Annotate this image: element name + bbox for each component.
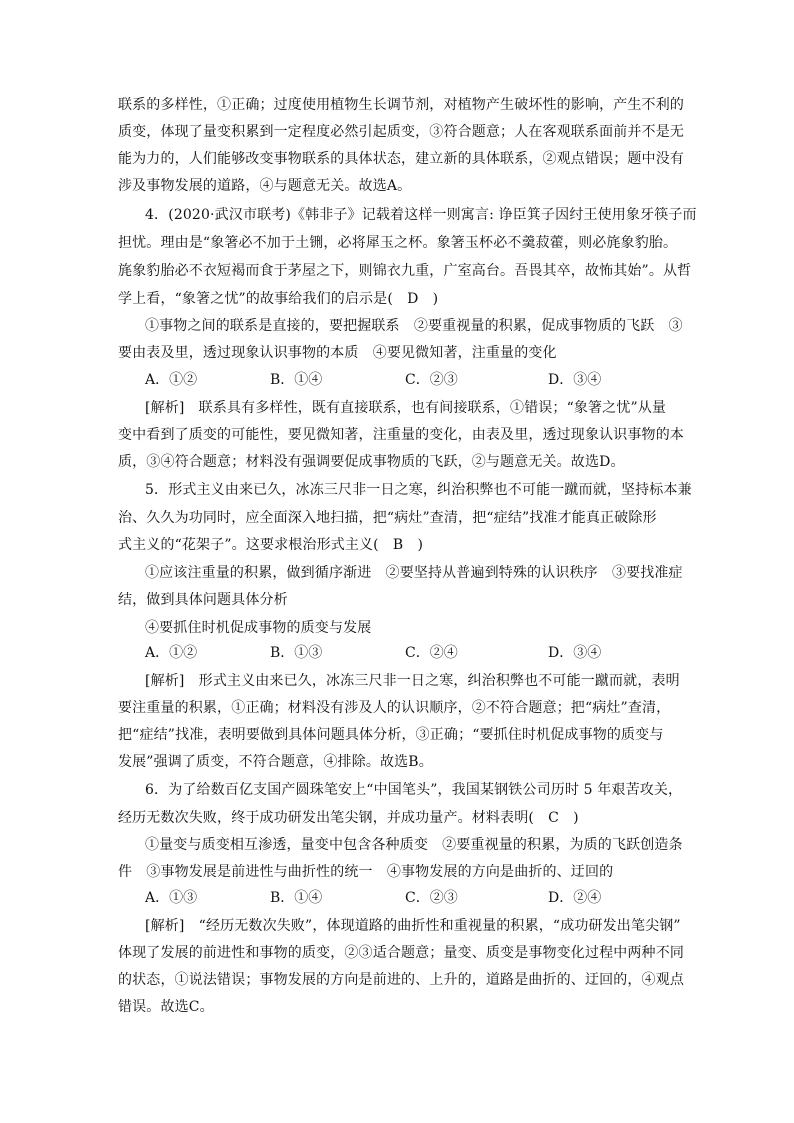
q4-option-d: D．③④ bbox=[548, 372, 602, 388]
q6-analysis-line: [解析] “经历无数次失败”，体现道路的曲折性和重视量的积累，“成功研发出笔尖钢” bbox=[145, 918, 681, 934]
q6-statement-line: 件 ③事物发展是前进性与曲折性的统一 ④事物发展的方向是曲折的、迂回的 bbox=[118, 864, 614, 880]
q6-option-d: D．②④ bbox=[548, 890, 602, 906]
q4-option-b: B．①④ bbox=[270, 372, 323, 388]
q4-stem-line: 学上看，“象箸之忧”的故事给我们的启示是( D ) bbox=[118, 291, 439, 307]
q5-option-c: C．②④ bbox=[405, 645, 458, 661]
q5-statement-line: ①应该注重量的积累，做到循序渐进 ②要坚持从普遍到特殊的认识秩序 ③要找准症 bbox=[145, 565, 683, 581]
q6-option-a: A．①③ bbox=[145, 890, 198, 906]
q6-stem-line: 经历无数次失败，终于成功研发出笔尖钢，并成功量产。材料表明( C ) bbox=[118, 810, 579, 826]
q6-option-b: B．①④ bbox=[270, 890, 323, 906]
q4-stem-line: 担忧。理由是“象箸必不加于土铏，必将犀玉之杯。象箸玉杯必不羹菽藿，则必旄象豹胎。 bbox=[118, 235, 678, 251]
q5-option-d: D．③④ bbox=[548, 645, 602, 661]
q5-statement-line: ④要抓住时机促成事物的质变与发展 bbox=[145, 620, 372, 636]
q4-statement-line: 要由表及里，透过现象认识事物的本质 ④要见微知著，注重量的变化 bbox=[118, 345, 557, 361]
q4-analysis-line: 变中看到了质变的可能性，要见微知著，注重量的变化，由表及里，透过现象认识事物的本 bbox=[118, 427, 684, 443]
q5-stem-line: 式主义的“花架子”。这要求根治形式主义( B ) bbox=[118, 537, 424, 553]
q5-analysis-line: 把“症结”找准，表明要做到具体问题具体分析，③正确；“要抓住时机促成事物的质变与 bbox=[118, 727, 664, 743]
prev-explanation-line: 质变，体现了量变积累到一定程度必然引起质变，③符合题意；人在客观联系面前并不是无 bbox=[118, 124, 684, 140]
q5-stem-line: 5．形式主义由来已久，冰冻三尺非一日之寒，纠治积弊也不可能一蹴而就，坚持标本兼 bbox=[145, 482, 692, 498]
q6-option-c: C．②③ bbox=[405, 890, 458, 906]
q4-stem-line: 4．(2020·武汉市联考)《韩非子》记载着这样一则寓言: 诤臣箕子因纣王使用象牙筷子而 bbox=[145, 207, 697, 223]
q6-analysis-line: 的状态，①说法错误；事物发展的方向是前进的、上升的，道路是曲折的、迂回的，④观点 bbox=[118, 972, 684, 988]
q5-analysis-line: 要注重量的积累，①正确；材料没有涉及人的认识顺序，②不符合题意；把“病灶”查清， bbox=[118, 700, 671, 716]
q4-option-a: A．①② bbox=[145, 372, 198, 388]
prev-explanation-line: 能为力的，人们能够改变事物联系的具体状态，建立新的具体联系，②观点错误；题中没有 bbox=[118, 151, 684, 167]
q5-statement-line: 结，做到具体问题具体分析 bbox=[118, 592, 288, 608]
q5-analysis-line: 发展”强调了质变，不符合题意，④排除。故选B。 bbox=[118, 754, 433, 770]
q6-statement-line: ①量变与质变相互渗透，量变中包含各种质变 ②要重视量的积累，为质的飞跃创造条 bbox=[145, 837, 683, 853]
q4-statement-line: ①事物之间的联系是直接的，要把握联系 ②要重视量的积累，促成事物质的飞跃 ③ bbox=[145, 318, 683, 334]
prev-explanation-line: 涉及事物发展的道路，④与题意无关。故选A。 bbox=[118, 178, 412, 194]
q6-analysis-line: 错误。故选C。 bbox=[118, 999, 214, 1015]
q5-analysis-line: [解析] 形式主义由来已久，冰冻三尺非一日之寒，纠治积弊也不可能一蹴而就，表明 bbox=[145, 673, 680, 689]
q4-analysis-line: 质，③④符合题意；材料没有强调要促成事物质的飞跃，②与题意无关。故选D。 bbox=[118, 454, 625, 470]
q5-option-a: A．①② bbox=[145, 645, 198, 661]
q4-option-c: C．②③ bbox=[405, 372, 458, 388]
q5-stem-line: 治、久久为功同时，应全面深入地扫描，把“病灶”查清，把“症结”找准才能真正破除形 bbox=[118, 510, 657, 526]
q6-stem-line: 6．为了给数百亿支国产圆珠笔安上“中国笔头”，我国某钢铁公司历时 5 年艰苦攻关， bbox=[145, 782, 683, 798]
q6-analysis-line: 体现了发展的前进性和事物的质变，②③适合题意；量变、质变是事物变化过程中两种不同 bbox=[118, 945, 684, 961]
q4-stem-line: 旄象豹胎必不衣短褐而食于茅屋之下，则锦衣九重，广室高台。吾畏其卒，故怖其始”。从哲 bbox=[118, 263, 692, 279]
q4-analysis-line: [解析] 联系具有多样性，既有直接联系，也有间接联系，①错误；“象箸之忧”从量 bbox=[145, 400, 667, 416]
q5-option-b: B．①③ bbox=[270, 645, 323, 661]
prev-explanation-line: 联系的多样性，①正确；过度使用植物生长调节剂，对植物产生破坏性的影响，产生不利的 bbox=[118, 97, 684, 113]
